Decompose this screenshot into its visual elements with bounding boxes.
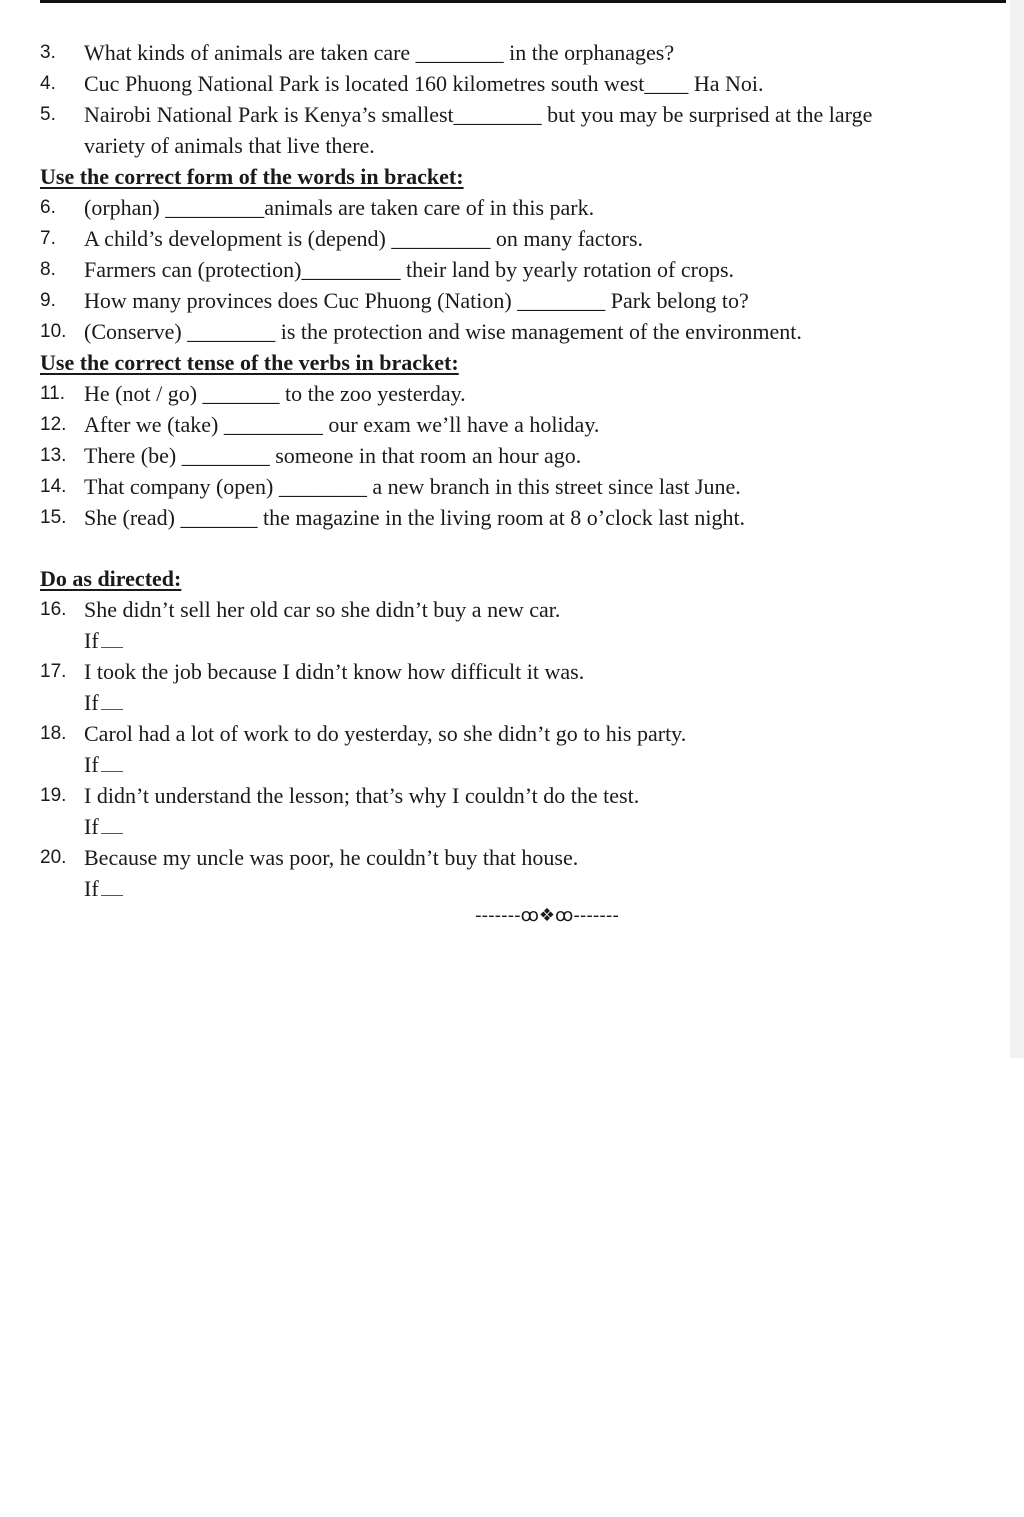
question-number: 6. [40,197,56,218]
question-number: 19. [40,785,67,806]
answer-line-16 [84,628,123,654]
answer-blank[interactable] [101,815,123,834]
if-prompt: If [84,628,99,653]
question-number: 12. [40,414,67,435]
if-prompt: If [84,814,99,839]
question-number: 14. [40,476,67,497]
question-number: 13. [40,445,67,466]
question-text: I didn’t understand the lesson; that’s why I couldn’t do the test. [84,783,640,808]
question-5-continuation: variety of animals that live there. [84,133,375,158]
section-heading-word-form: Use the correct form of the words in bracket: [40,164,464,189]
section-heading-do-as-directed: Do as directed: [40,566,182,591]
answer-blank[interactable] [101,629,123,648]
section-heading-verb-tense: Use the correct tense of the verbs in bracket: [40,350,459,375]
question-number: 5. [40,104,56,125]
question-text: Cuc Phuong National Park is located 160 kilometres south west____ Ha Noi. [84,71,764,96]
if-prompt: If [84,876,99,901]
question-text: That company (open) ________ a new branch in this street since last June. [84,474,741,499]
question-number: 11. [40,383,66,404]
answer-blank[interactable] [101,877,123,896]
question-number: 9. [40,290,56,311]
question-number: 17. [40,661,67,682]
question-text: She (read) _______ the magazine in the living room at 8 o’clock last night. [84,505,746,530]
question-text: I took the job because I didn’t know how difficult it was. [84,659,585,684]
answer-line-19 [84,814,123,840]
question-text: How many provinces does Cuc Phuong (Nation) ________ Park belong to? [84,288,749,313]
question-number: 4. [40,73,56,94]
question-text: Farmers can (protection)_________ their land by yearly rotation of crops. [84,257,735,282]
question-number: 15. [40,507,67,528]
question-text: (orphan) _________animals are taken care of in this park. [84,195,595,220]
answer-line-18 [84,752,123,778]
question-text: What kinds of animals are taken care ________ in the orphanages? [84,40,675,65]
question-text: After we (take) _________ our exam we’ll have a holiday. [84,412,600,437]
question-text: A child’s development is (depend) _________ on many factors. [84,226,644,251]
question-text: Carol had a lot of work to do yesterday, so she didn’t go to his party. [84,721,687,746]
question-number: 16. [40,599,67,620]
question-text: Nairobi National Park is Kenya’s smallest________ but you may be surprised at the large [84,102,873,127]
question-number: 20. [40,847,67,868]
answer-line-20 [84,876,123,902]
question-number: 10. [40,321,67,342]
question-text: Because my uncle was poor, he couldn’t buy that house. [84,845,579,870]
if-prompt: If [84,690,99,715]
question-text: (Conserve) ________ is the protection and wise management of the environment. [84,319,802,344]
scrollbar-track[interactable] [1010,0,1024,1058]
question-number: 18. [40,723,67,744]
answer-blank[interactable] [101,753,123,772]
top-border-line [40,0,1006,3]
question-number: 8. [40,259,56,280]
question-number: 7. [40,228,56,249]
question-text: She didn’t sell her old car so she didn’t buy a new car. [84,597,561,622]
question-text: He (not / go) _______ to the zoo yesterday. [84,381,466,406]
question-text: There (be) ________ someone in that room an hour ago. [84,443,582,468]
answer-blank[interactable] [101,691,123,710]
answer-line-17 [84,690,123,716]
end-ornament: -------ꝏ❖ꝏ------- [475,905,619,926]
question-number: 3. [40,42,56,63]
if-prompt: If [84,752,99,777]
